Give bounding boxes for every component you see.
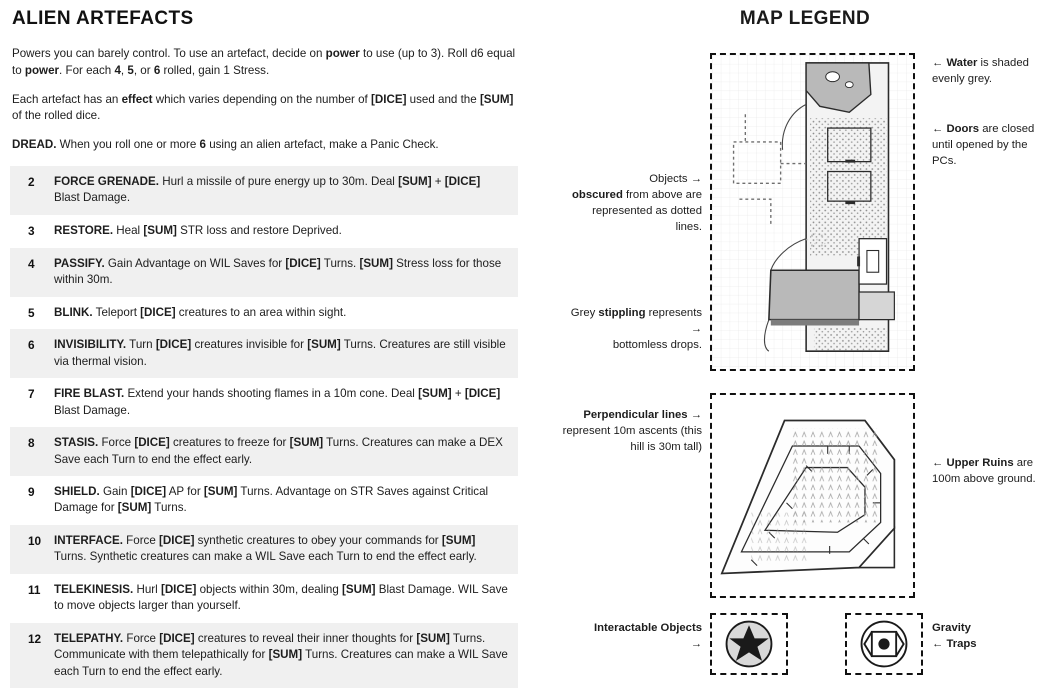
- legend-title: MAP LEGEND: [739, 8, 871, 29]
- artefact-roll-value: 9: [28, 485, 35, 500]
- intro-paragraph-1: Powers you can barely control. To use an artefact, decide on power to use (up to 3). Roll d6 equal to power. For each 4, 5, or 6 rolled, gain 1 Stress.: [12, 47, 516, 77]
- artefact-description: TELEPATHY. Force [DICE] creatures to reveal their inner thoughts for [SUM] Turns. Communicate with them telepathically for [SUM] Turns. Creatures can make a WIL Save each Turn to end the effect early.: [54, 631, 508, 678]
- gravity-trap-icon: [847, 615, 921, 673]
- artefact-roll-value: 7: [28, 387, 35, 402]
- artefact-description: FIRE BLAST. Extend your hands shooting flames in a 10m cone. Deal [SUM] + [DICE] Blast Damage.: [54, 387, 501, 417]
- table-row: [10, 427, 518, 476]
- artefact-roll-value: 6: [28, 338, 35, 353]
- artefact-roll-value: 11: [28, 582, 41, 597]
- map-sample-hill: [710, 393, 915, 598]
- note-perpendicular-lines: Perpendicular lines → represent 10m ascents (this hill is 30m tall): [562, 409, 702, 454]
- artefact-description: FORCE GRENADE. Hurl a missile of pure energy up to 30m. Deal [SUM] + [DICE] Blast Damage.: [54, 174, 481, 205]
- artefact-description: TELEKINESIS. Hurl [DICE] objects within 30m, dealing [SUM] Blast Damage. WIL Save to move objects larger than yourself.: [54, 582, 508, 613]
- table-row: [10, 215, 518, 248]
- table-row: [10, 574, 518, 623]
- map-legend-column: [560, 8, 1050, 683]
- gravity-trap-marker: [845, 613, 923, 675]
- note-interactable-objects: Interactable Objects →: [594, 622, 702, 651]
- artefact-description: SHIELD. Gain [DICE] AP for [SUM] Turns. Advantage on STR Saves against Critical Damage for [SUM] Turns.: [54, 485, 489, 515]
- artefact-description: RESTORE. Heal [SUM] STR loss and restore Deprived.: [54, 223, 342, 237]
- artefact-roll-value: 5: [28, 305, 35, 320]
- page-title: ALIEN ARTEFACTS: [12, 8, 194, 29]
- table-row: [10, 248, 518, 297]
- artefact-roll-value: 8: [28, 436, 35, 451]
- note-obscured: Objects → obscured from above are represented as dotted lines.: [572, 173, 702, 234]
- artefact-description: PASSIFY. Gain Advantage on WIL Saves for [DICE] Turns. [SUM] Stress loss for those within 30m.: [54, 256, 502, 287]
- artefact-description: INTERFACE. Force [DICE] synthetic creatures to obey your commands for [SUM] Turns. Synthetic creatures can make a WIL Save each Turn to end the effect early.: [54, 533, 477, 564]
- note-upper-ruins: ← Upper Ruins are 100m above ground.: [932, 457, 1036, 486]
- star-icon: [712, 615, 786, 673]
- map-sample-upper-svg: [712, 55, 913, 369]
- map-sample-upper: [710, 53, 915, 371]
- note-doors: ← Doors are closed until opened by the PCs.: [932, 123, 1035, 168]
- artefact-table: [10, 166, 518, 688]
- interactable-object-marker: [710, 613, 788, 675]
- note-stippling: Grey stippling represents → bottomless drops.: [570, 307, 702, 352]
- artefact-description: STASIS. Force [DICE] creatures to freeze for [SUM] Turns. Creatures can make a DEX Save each Turn to end the effect early.: [54, 436, 503, 466]
- table-row: [10, 297, 518, 330]
- intro-paragraph-3: DREAD. When you roll one or more 6 using an alien artefact, make a Panic Check.: [12, 138, 439, 152]
- artefact-roll-value: 10: [28, 533, 42, 548]
- table-row: [10, 166, 518, 215]
- intro-paragraph-2: Each artefact has an effect which varies depending on the number of [DICE] used and the [SUM] of the rolled dice.: [12, 92, 514, 123]
- table-row: [10, 525, 518, 574]
- artefact-description: INVISIBILITY. Turn [DICE] creatures invisible for [SUM] Turns. Creatures are still visible via thermal vision.: [54, 338, 506, 368]
- artefact-roll-value: 2: [28, 174, 35, 189]
- artefact-roll-value: 12: [28, 631, 42, 646]
- table-row: [10, 476, 518, 525]
- table-row: [10, 329, 518, 378]
- artefact-roll-value: 4: [28, 256, 35, 271]
- artefact-roll-value: 3: [28, 223, 35, 238]
- map-sample-hill-svg: [712, 395, 913, 596]
- table-row: [10, 623, 518, 688]
- alien-artefacts-column: [10, 8, 520, 688]
- note-gravity-traps: Gravity ← Traps: [932, 622, 977, 651]
- note-water: ← Water is shaded evenly grey.: [932, 57, 1029, 86]
- artefact-description: BLINK. Teleport [DICE] creatures to an area within sight.: [54, 305, 347, 319]
- table-row: [10, 378, 518, 427]
